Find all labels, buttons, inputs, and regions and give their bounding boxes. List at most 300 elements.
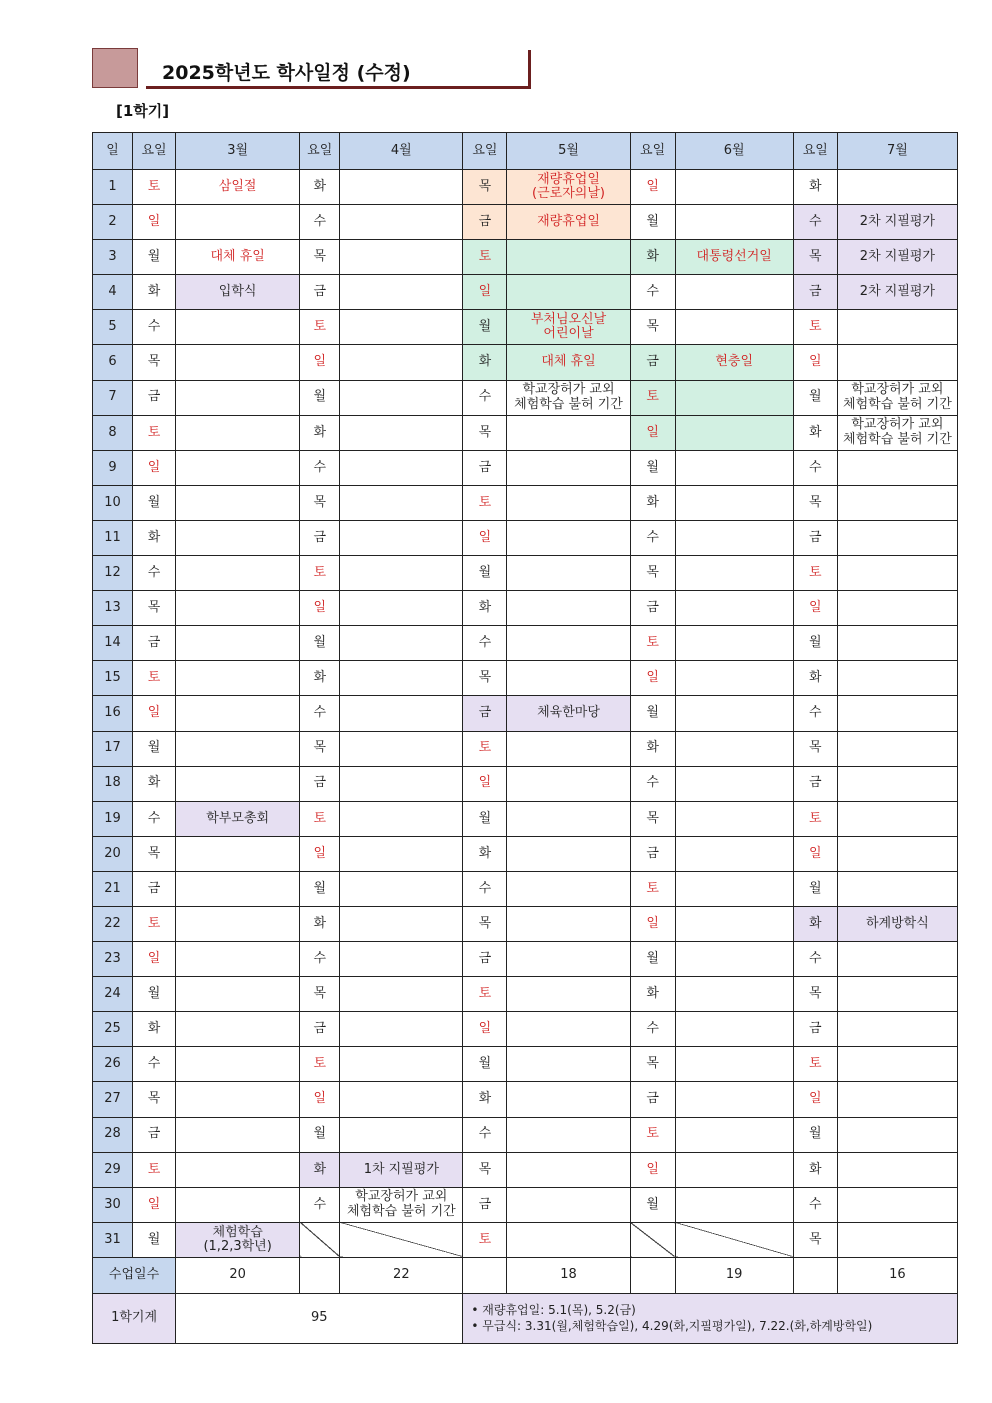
class-days-july: 16 [837, 1257, 957, 1293]
event-may [507, 485, 630, 520]
table-row [93, 1047, 958, 1082]
table-row [93, 1012, 958, 1047]
weekday-may: 금 [463, 205, 507, 240]
weekday-july: 화 [793, 170, 837, 205]
event-april [340, 1222, 463, 1257]
event-april [340, 345, 463, 380]
day-number: 22 [93, 906, 133, 941]
event-march [176, 591, 300, 626]
weekday-march: 화 [133, 1012, 176, 1047]
event-march [176, 240, 300, 275]
event-text-line: 입학식 [218, 284, 257, 300]
event-april [340, 275, 463, 310]
event-april [340, 1117, 463, 1152]
weekday-june: 토 [630, 871, 675, 906]
header-weekday: 요일 [793, 133, 837, 170]
weekday-march: 수 [133, 310, 176, 345]
weekday-april [300, 1222, 340, 1257]
title-area [92, 48, 532, 90]
weekday-may: 토 [463, 977, 507, 1012]
empty-cell [300, 1257, 340, 1293]
weekday-march: 일 [133, 696, 176, 731]
header-month-july: 7월 [837, 133, 957, 170]
table-row [93, 906, 958, 941]
weekday-april: 월 [300, 380, 340, 415]
weekday-may: 화 [463, 591, 507, 626]
event-july [837, 415, 957, 450]
weekday-april: 일 [300, 591, 340, 626]
weekday-june: 월 [630, 450, 675, 485]
event-text-line: (근로자의날) [532, 186, 605, 202]
event-july [837, 310, 957, 345]
weekday-may: 금 [463, 450, 507, 485]
event-april [340, 380, 463, 415]
event-june [675, 520, 793, 555]
event-july [837, 1082, 957, 1117]
event-april [340, 871, 463, 906]
event-may [507, 836, 630, 871]
weekday-june: 목 [630, 801, 675, 836]
event-march [176, 205, 300, 240]
weekday-march: 일 [133, 1187, 176, 1222]
event-june [675, 801, 793, 836]
event-march [176, 1187, 300, 1222]
weekday-april: 화 [300, 170, 340, 205]
weekday-march: 금 [133, 871, 176, 906]
weekday-march: 수 [133, 801, 176, 836]
event-april [340, 450, 463, 485]
weekday-june: 월 [630, 1187, 675, 1222]
event-may [507, 661, 630, 696]
weekday-april: 화 [300, 415, 340, 450]
day-number: 28 [93, 1117, 133, 1152]
table-row [93, 240, 958, 275]
event-june [675, 380, 793, 415]
weekday-july: 월 [793, 871, 837, 906]
event-june [675, 170, 793, 205]
table-row [93, 766, 958, 801]
weekday-june: 일 [630, 906, 675, 941]
weekday-may: 수 [463, 1117, 507, 1152]
weekday-june: 목 [630, 556, 675, 591]
weekday-july: 수 [793, 942, 837, 977]
event-july [837, 836, 957, 871]
event-april [340, 1082, 463, 1117]
event-june [675, 1222, 793, 1257]
weekday-may: 목 [463, 906, 507, 941]
weekday-june: 일 [630, 661, 675, 696]
class-days-march: 20 [176, 1257, 300, 1293]
class-days-april: 22 [340, 1257, 463, 1293]
weekday-june: 화 [630, 731, 675, 766]
weekday-march: 일 [133, 450, 176, 485]
weekday-may: 화 [463, 836, 507, 871]
table-row [93, 801, 958, 836]
event-july [837, 731, 957, 766]
event-may [507, 520, 630, 555]
weekday-april: 목 [300, 977, 340, 1012]
event-march [176, 170, 300, 205]
table-row [93, 450, 958, 485]
weekday-april: 토 [300, 801, 340, 836]
event-text-line: 재량휴업일 [537, 213, 600, 229]
table-row [93, 520, 958, 555]
table-row [93, 977, 958, 1012]
weekday-may: 수 [463, 380, 507, 415]
event-march [176, 380, 300, 415]
event-april [340, 485, 463, 520]
weekday-april: 월 [300, 626, 340, 661]
weekday-may: 일 [463, 520, 507, 555]
event-march [176, 1082, 300, 1117]
weekday-july: 월 [793, 626, 837, 661]
day-number: 19 [93, 801, 133, 836]
event-march [176, 696, 300, 731]
weekday-april: 화 [300, 661, 340, 696]
event-text-line: 대체 휴일 [541, 354, 596, 370]
weekday-march: 토 [133, 170, 176, 205]
event-april [340, 520, 463, 555]
event-may [507, 942, 630, 977]
table-row [93, 170, 958, 205]
event-july [837, 626, 957, 661]
weekday-may: 목 [463, 170, 507, 205]
day-number: 7 [93, 380, 133, 415]
event-text-line: 체험학습 불허 기간 [346, 1203, 456, 1219]
table-row [93, 380, 958, 415]
event-april [340, 310, 463, 345]
event-march [176, 1012, 300, 1047]
empty-cell [793, 1257, 837, 1293]
header-weekday: 요일 [463, 133, 507, 170]
event-april [340, 556, 463, 591]
weekday-march: 월 [133, 485, 176, 520]
weekday-march: 금 [133, 626, 176, 661]
event-text-line: 학교장허가 교외 [522, 382, 615, 398]
schedule-table [92, 132, 958, 1344]
event-march [176, 556, 300, 591]
weekday-july: 금 [793, 1012, 837, 1047]
event-may [507, 906, 630, 941]
day-number: 6 [93, 345, 133, 380]
weekday-april: 금 [300, 275, 340, 310]
weekday-july: 수 [793, 205, 837, 240]
day-number: 1 [93, 170, 133, 205]
table-row [93, 836, 958, 871]
weekday-april: 수 [300, 1187, 340, 1222]
event-may [507, 415, 630, 450]
weekday-march: 토 [133, 906, 176, 941]
weekday-march: 목 [133, 836, 176, 871]
event-text-line: 2차 지필평가 [859, 249, 935, 265]
event-march [176, 450, 300, 485]
weekday-june: 금 [630, 591, 675, 626]
weekday-june: 월 [630, 205, 675, 240]
event-may [507, 696, 630, 731]
event-text-line: 현충일 [715, 354, 754, 370]
weekday-june: 금 [630, 345, 675, 380]
weekday-march: 토 [133, 661, 176, 696]
event-june [675, 942, 793, 977]
event-july [837, 485, 957, 520]
event-may [507, 345, 630, 380]
event-text-line: 2차 지필평가 [859, 213, 935, 229]
weekday-july: 수 [793, 696, 837, 731]
weekday-april: 금 [300, 766, 340, 801]
event-march [176, 836, 300, 871]
event-text-line: 학교장허가 교외 [851, 417, 944, 433]
day-number: 16 [93, 696, 133, 731]
event-july [837, 661, 957, 696]
weekday-march: 월 [133, 977, 176, 1012]
event-july [837, 170, 957, 205]
event-june [675, 450, 793, 485]
event-april [340, 170, 463, 205]
weekday-june: 토 [630, 626, 675, 661]
weekday-may: 목 [463, 661, 507, 696]
event-march [176, 661, 300, 696]
weekday-july: 월 [793, 380, 837, 415]
table-row [93, 942, 958, 977]
title-color-block [92, 48, 138, 88]
event-april [340, 731, 463, 766]
weekday-july: 화 [793, 415, 837, 450]
event-july [837, 1152, 957, 1187]
weekday-april: 화 [300, 1152, 340, 1187]
weekday-july: 일 [793, 836, 837, 871]
weekday-may: 화 [463, 345, 507, 380]
weekday-april: 수 [300, 450, 340, 485]
weekday-may: 토 [463, 1222, 507, 1257]
table-row [93, 696, 958, 731]
event-june [675, 906, 793, 941]
table-row [93, 661, 958, 696]
table-row [93, 310, 958, 345]
weekday-may: 금 [463, 942, 507, 977]
event-july [837, 1117, 957, 1152]
event-march [176, 485, 300, 520]
weekday-july: 금 [793, 766, 837, 801]
event-july [837, 942, 957, 977]
weekday-june: 금 [630, 1082, 675, 1117]
weekday-march: 금 [133, 380, 176, 415]
event-march [176, 801, 300, 836]
empty-cell [630, 1257, 675, 1293]
event-may [507, 1047, 630, 1082]
empty-cell [463, 1257, 507, 1293]
weekday-june: 목 [630, 1047, 675, 1082]
weekday-july: 일 [793, 345, 837, 380]
event-may [507, 170, 630, 205]
weekday-july: 화 [793, 661, 837, 696]
class-days-may: 18 [507, 1257, 630, 1293]
weekday-may: 토 [463, 240, 507, 275]
event-text-line: 체험학습 불허 기간 [514, 396, 623, 412]
header-month-june: 6월 [675, 133, 793, 170]
day-number: 12 [93, 556, 133, 591]
weekday-march: 금 [133, 1117, 176, 1152]
weekday-may: 목 [463, 1152, 507, 1187]
event-june [675, 661, 793, 696]
weekday-may: 일 [463, 275, 507, 310]
weekday-july: 목 [793, 240, 837, 275]
day-number: 11 [93, 520, 133, 555]
event-text-line: 재량휴업일 [537, 171, 600, 187]
event-june [675, 1117, 793, 1152]
event-may [507, 380, 630, 415]
event-july [837, 380, 957, 415]
event-april [340, 240, 463, 275]
event-text-line: 학교장허가 교외 [851, 382, 944, 398]
weekday-april: 금 [300, 520, 340, 555]
event-july [837, 1187, 957, 1222]
table-row [93, 871, 958, 906]
weekday-april: 토 [300, 1047, 340, 1082]
event-may [507, 450, 630, 485]
weekday-march: 일 [133, 942, 176, 977]
event-may [507, 1222, 630, 1257]
weekday-june [630, 1222, 675, 1257]
event-may [507, 1012, 630, 1047]
weekday-april: 월 [300, 871, 340, 906]
weekday-may: 월 [463, 556, 507, 591]
event-march [176, 310, 300, 345]
table-row [93, 556, 958, 591]
event-march [176, 906, 300, 941]
event-july [837, 450, 957, 485]
weekday-april: 목 [300, 731, 340, 766]
event-may [507, 275, 630, 310]
event-may [507, 871, 630, 906]
class-days-label: 수업일수 [93, 1257, 176, 1293]
event-july [837, 977, 957, 1012]
event-march [176, 942, 300, 977]
notes-cell [463, 1293, 958, 1343]
weekday-april: 목 [300, 240, 340, 275]
event-april [340, 801, 463, 836]
event-may [507, 591, 630, 626]
note-no-meal: • 무급식: 3.31(월,체험학습일), 4.29(화,지필평가일), 7.22.(화,하계방학일) [471, 1319, 873, 1334]
weekday-may: 월 [463, 310, 507, 345]
event-june [675, 696, 793, 731]
event-text-line: 체험학습 불허 기간 [843, 396, 952, 412]
event-july [837, 696, 957, 731]
event-july [837, 591, 957, 626]
weekday-june: 월 [630, 942, 675, 977]
semester-label: [1학기] [116, 102, 170, 120]
weekday-march: 수 [133, 1047, 176, 1082]
event-march [176, 626, 300, 661]
weekday-june: 일 [630, 170, 675, 205]
day-number: 8 [93, 415, 133, 450]
day-number: 21 [93, 871, 133, 906]
event-may [507, 1152, 630, 1187]
event-july [837, 1222, 957, 1257]
event-march [176, 1222, 300, 1257]
event-april [340, 415, 463, 450]
weekday-may: 토 [463, 731, 507, 766]
event-march [176, 415, 300, 450]
day-number: 31 [93, 1222, 133, 1257]
weekday-july: 월 [793, 1117, 837, 1152]
page-title: 2025학년도 학사일정 (수정) [162, 62, 411, 84]
weekday-april: 수 [300, 942, 340, 977]
event-june [675, 626, 793, 661]
event-july [837, 240, 957, 275]
event-june [675, 415, 793, 450]
weekday-july: 토 [793, 310, 837, 345]
event-may [507, 1082, 630, 1117]
event-june [675, 1152, 793, 1187]
weekday-april: 수 [300, 696, 340, 731]
event-may [507, 977, 630, 1012]
event-april [340, 977, 463, 1012]
weekday-march: 화 [133, 766, 176, 801]
weekday-june: 화 [630, 485, 675, 520]
event-april [340, 942, 463, 977]
event-text-line: 대체 휴일 [210, 249, 265, 265]
event-july [837, 275, 957, 310]
table-row [93, 626, 958, 661]
event-july [837, 766, 957, 801]
weekday-june: 토 [630, 1117, 675, 1152]
weekday-may: 일 [463, 1012, 507, 1047]
table-row [93, 415, 958, 450]
table-row [93, 1187, 958, 1222]
weekday-july: 화 [793, 906, 837, 941]
class-days-row [93, 1257, 958, 1293]
event-june [675, 591, 793, 626]
table-row [93, 1222, 958, 1257]
event-june [675, 1082, 793, 1117]
day-number: 13 [93, 591, 133, 626]
day-number: 18 [93, 766, 133, 801]
weekday-may: 금 [463, 696, 507, 731]
header-weekday: 요일 [300, 133, 340, 170]
day-number: 17 [93, 731, 133, 766]
weekday-march: 월 [133, 1222, 176, 1257]
table-row [93, 1082, 958, 1117]
event-june [675, 240, 793, 275]
event-march [176, 766, 300, 801]
event-july [837, 345, 957, 380]
weekday-april: 화 [300, 906, 340, 941]
weekday-march: 화 [133, 275, 176, 310]
weekday-june: 수 [630, 275, 675, 310]
weekday-july: 토 [793, 1047, 837, 1082]
event-july [837, 205, 957, 240]
weekday-july: 화 [793, 1152, 837, 1187]
event-july [837, 1012, 957, 1047]
event-april [340, 836, 463, 871]
event-april [340, 1187, 463, 1222]
header-day: 일 [93, 133, 133, 170]
event-april [340, 661, 463, 696]
event-june [675, 345, 793, 380]
event-june [675, 485, 793, 520]
day-number: 14 [93, 626, 133, 661]
event-june [675, 275, 793, 310]
weekday-june: 월 [630, 696, 675, 731]
event-text-line: 삼일절 [218, 178, 257, 194]
event-march [176, 1152, 300, 1187]
weekday-march: 목 [133, 591, 176, 626]
event-text-line: 1차 지필평가 [363, 1161, 439, 1177]
event-text-line: 대통령선거일 [696, 249, 772, 265]
day-number: 24 [93, 977, 133, 1012]
event-march [176, 520, 300, 555]
weekday-march: 수 [133, 556, 176, 591]
